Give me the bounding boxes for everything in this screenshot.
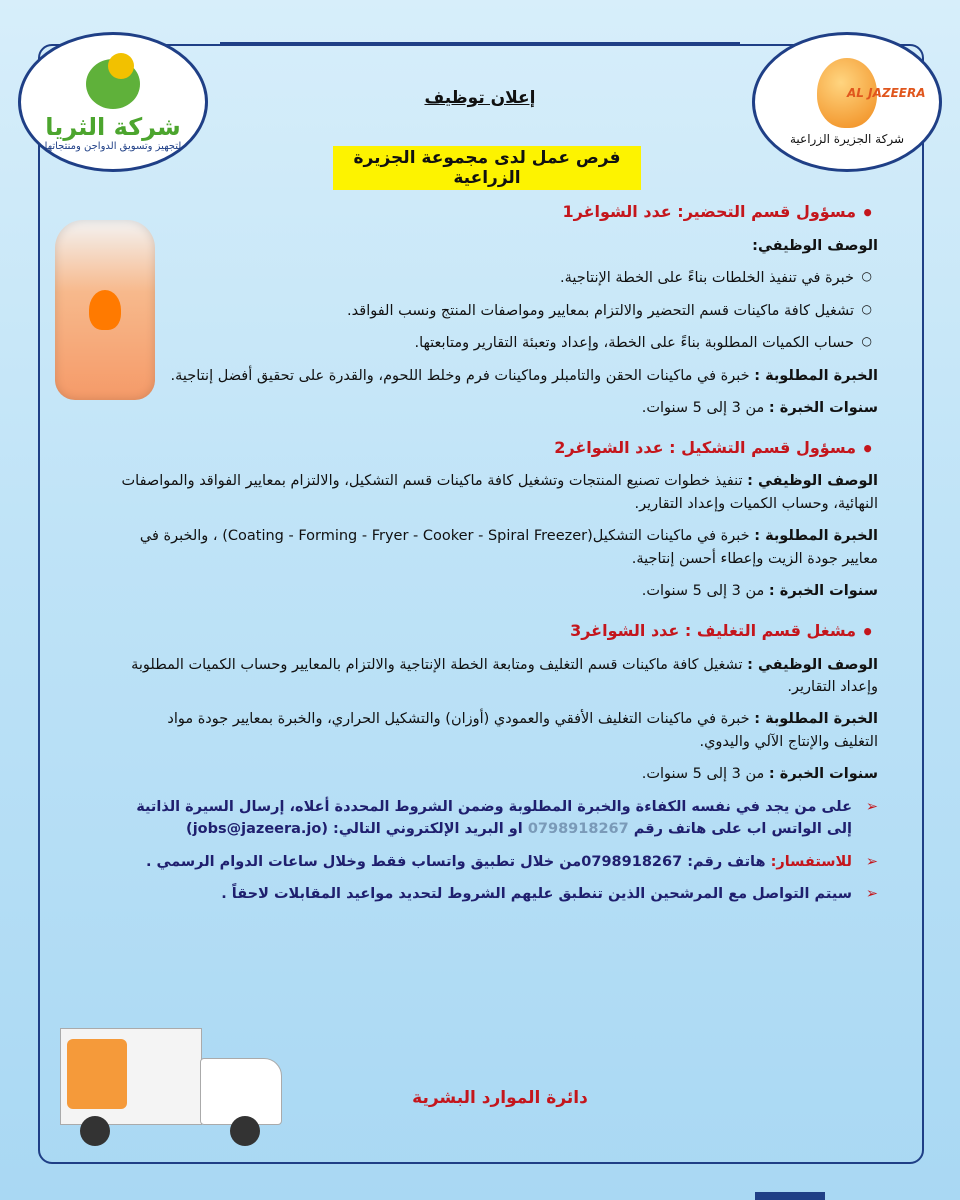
delivery-truck-image	[60, 1028, 290, 1148]
years-text: من 3 إلى 5 سنوات.	[641, 400, 765, 417]
exp-label: الخبرة المطلوبة :	[754, 711, 878, 728]
experience-row	[120, 365, 878, 387]
top-divider	[220, 42, 740, 45]
thuraya-logo	[18, 32, 208, 172]
experience-row	[120, 525, 878, 570]
apply-phone[interactable]: 0798918267	[527, 821, 629, 838]
jazeera-logo	[752, 32, 942, 172]
page-title: إعلان توظيف	[424, 88, 536, 108]
exp-text: خبرة في ماكينات الحقن والتامبلر وماكينات فرم وخلط اللحوم، والقدرة على تحقيق أفضل إنتاجية.	[170, 367, 750, 384]
list-item: ○ خبرة في تنفيذ الخلطات بناءً على الخطة الإنتاجية.	[120, 267, 878, 289]
years-label: سنوات الخبرة :	[768, 583, 878, 600]
jazeera-brand: AL JAZEERA	[847, 86, 926, 100]
exp-label: الخبرة المطلوبة :	[754, 367, 878, 384]
apply-text: على من يجد في نفسه الكفاءة والخبرة المطلوبة وضمن الشروط المحددة أعلاه، إرسال السيرة الذاتية إلى الواتس اب على هاتف رقم	[136, 798, 852, 838]
apply-email[interactable]: او البريد الإلكتروني التالي: (jobs@jazeera.jo)	[186, 821, 523, 838]
job-heading: • مسؤول قسم التشكيل : عدد الشواغر2	[120, 436, 878, 461]
list-item: ○ حساب الكميات المطلوبة بناءً على الخطة، وإعداد وتعبئة التقارير ومتابعتها.	[120, 332, 878, 354]
exp-label: الخبرة المطلوبة :	[754, 528, 878, 545]
exp-text: خبرة في ماكينات التغليف الأفقي والعمودي (أوزان) والتشكيل الحراري، والخبرة بمعايير جودة مواد التغليف والإنتاج الآلي واليدوي.	[167, 711, 878, 750]
inquiry-label: للاستفسار:	[770, 853, 852, 870]
desc-label: الوصف الوظيفي :	[747, 473, 878, 490]
egg-icon	[817, 58, 926, 128]
flame-icon	[89, 290, 121, 330]
inquiry-note	[120, 851, 878, 873]
hr-department: دائرة الموارد البشرية	[412, 1088, 588, 1108]
corner-decoration	[755, 1192, 825, 1200]
page-subtitle: فرص عمل لدى مجموعة الجزيرة الزراعية	[333, 146, 641, 190]
years-label: سنوات الخبرة :	[768, 400, 878, 417]
years-label: سنوات الخبرة :	[768, 766, 878, 783]
inquiry-text: هاتف رقم: 0798918267من خلال تطبيق واتساب فقط وخلال ساعات الدوام الرسمي .	[145, 853, 766, 870]
years-row	[120, 397, 878, 419]
apply-note	[120, 796, 878, 841]
thuraya-name: شركة الثريا	[45, 112, 181, 141]
exp-text: خبرة في ماكينات التشكيل(Coating - Forming - Fryer - Cooker - Spiral Freezer) ، والخبرة في معايير جودة الزيت وإعطاء أحسن إنتاجية.	[139, 528, 878, 567]
job-listing	[120, 200, 878, 916]
desc-label: الوصف الوظيفي:	[752, 237, 878, 254]
years-text: من 3 إلى 5 سنوات.	[641, 766, 765, 783]
desc-row	[120, 470, 878, 515]
desc-label: الوصف الوظيفي :	[747, 656, 878, 673]
experience-row	[120, 708, 878, 753]
years-text: من 3 إلى 5 سنوات.	[641, 583, 765, 600]
job-heading: • مشغل قسم التغليف : عدد الشواغر3	[120, 619, 878, 644]
list-item: ○ تشغيل كافة ماكينات قسم التحضير والالتزام بمعايير ومواصفات المنتج ونسب الفواقد.	[120, 300, 878, 322]
desc-row	[120, 654, 878, 699]
thuraya-tagline: لتجهيز وتسويق الدواجن ومنتجاتها	[44, 140, 182, 152]
years-row	[120, 580, 878, 602]
leaf-icon	[78, 53, 148, 111]
contact-note: ➢ سيتم التواصل مع المرشحين الذين تنطبق عليهم الشروط لتحديد مواعيد المقابلات لاحقاً .	[120, 883, 878, 905]
desc-text: تنفيذ خطوات تصنيع المنتجات وتشغيل كافة ماكينات قسم التشكيل، والالتزام بمعايير الفواقد والمواصفات النهائية، وحساب الكميات وإعداد التقارير.	[121, 473, 878, 512]
years-row	[120, 763, 878, 785]
job-heading: • مسؤول قسم التحضير: عدد الشواغر1	[120, 200, 878, 225]
desc-text: تشغيل كافة ماكينات قسم التغليف ومتابعة الخطة الإنتاجية والالتزام بالمعايير وحساب الكميات المطلوبة وإعداد التقارير.	[131, 656, 878, 696]
jazeera-caption: شركة الجزيرة الزراعية	[789, 132, 904, 146]
